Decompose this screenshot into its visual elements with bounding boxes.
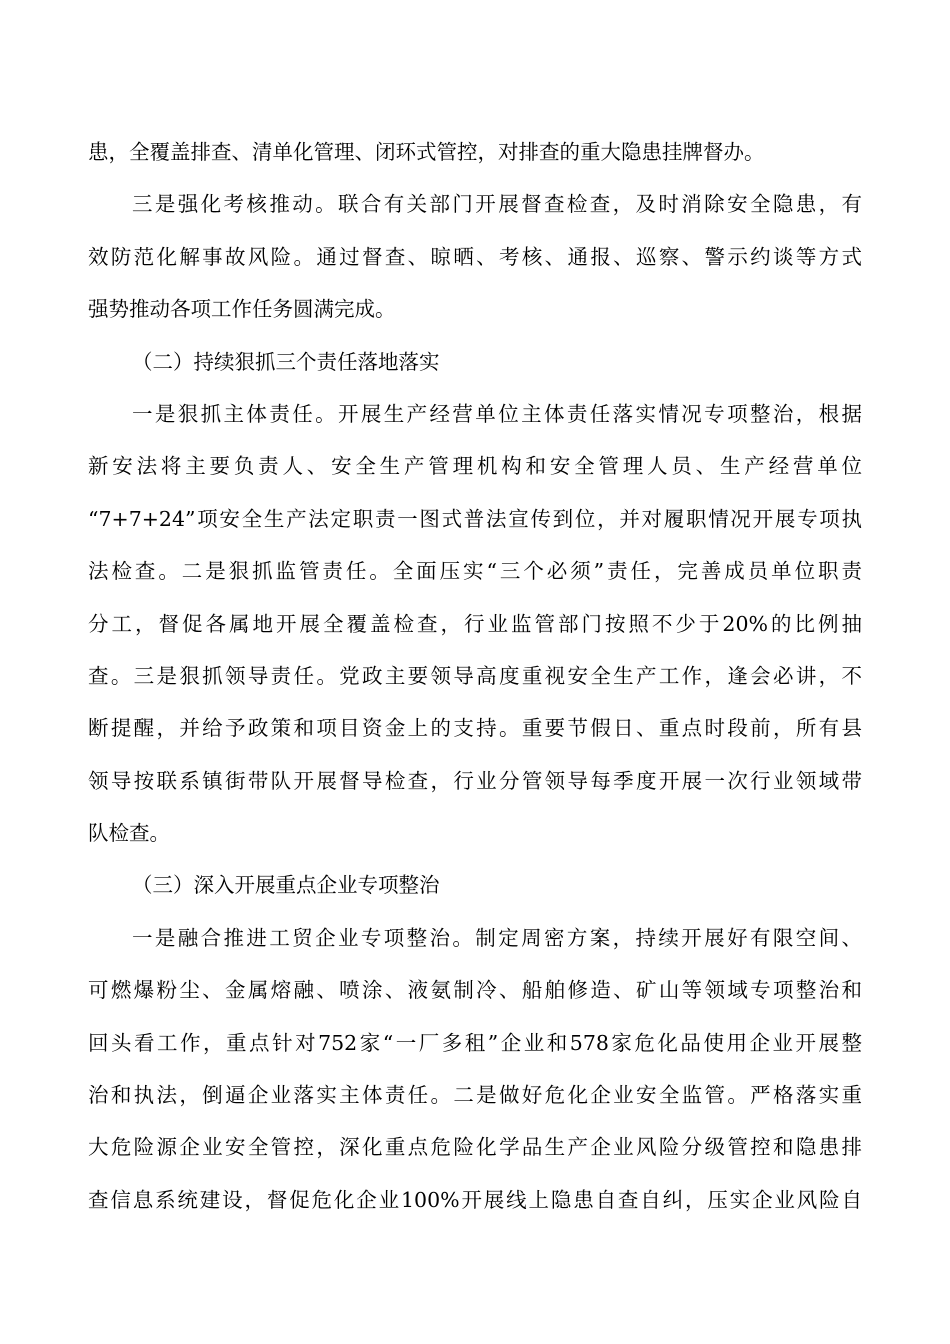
text-line: 查。三是狠抓领导责任。党政主要领导高度重视安全生产工作，逢会必讲，不 [88, 663, 862, 688]
text-line: 治和执法，倒逼企业落实主体责任。二是做好危化企业安全监管。严格落实重 [88, 1083, 862, 1108]
document-body [88, 126, 862, 1226]
text-line: 队检查。 [88, 821, 170, 846]
text-line: “7+7+24”项安全生产法定职责一图式普法宣传到位，并对履职情况开展专项执 [88, 506, 862, 531]
text-line: 一是狠抓主体责任。开展生产经营单位主体责任落实情况专项整治，根据 [132, 401, 862, 426]
text-line: 可燃爆粉尘、金属熔融、喷涂、液氨制冷、船舶修造、矿山等领域专项整治和 [88, 978, 862, 1003]
text-line: 大危险源企业安全管控，深化重点危险化学品生产企业风险分级管控和隐患排 [88, 1135, 862, 1160]
section-heading: （二）持续狠抓三个责任落地落实 [132, 349, 440, 374]
text-line: 一是融合推进工贸企业专项整治。制定周密方案，持续开展好有限空间、 [132, 925, 862, 950]
section-heading: （三）深入开展重点企业专项整治 [132, 873, 440, 898]
text-line: 断提醒，并给予政策和项目资金上的支持。重要节假日、重点时段前，所有县 [88, 716, 862, 741]
text-line: 领导按联系镇街带队开展督导检查，行业分管领导每季度开展一次行业领域带 [88, 768, 862, 793]
text-line: 回头看工作，重点针对752家“一厂多租”企业和578家危化品使用企业开展整 [88, 1030, 862, 1055]
text-line: 新安法将主要负责人、安全生产管理机构和安全管理人员、生产经营单位 [88, 454, 862, 479]
text-line: 法检查。二是狠抓监管责任。全面压实“三个必须”责任，完善成员单位职责 [88, 559, 862, 584]
text-line: 患，全覆盖排查、清单化管理、闭环式管控，对排查的重大隐患挂牌督办。 [88, 140, 765, 164]
text-line: 三是强化考核推动。联合有关部门开展督查检查，及时消除安全隐患，有 [132, 192, 862, 217]
text-line: 效防范化解事故风险。通过督查、晾晒、考核、通报、巡察、警示约谈等方式 [88, 244, 862, 269]
text-line: 分工，督促各属地开展全覆盖检查，行业监管部门按照不少于20%的比例抽 [88, 611, 862, 636]
text-line: 强势推动各项工作任务圆满完成。 [88, 297, 396, 322]
text-line: 查信息系统建设，督促危化企业100%开展线上隐患自查自纠，压实企业风险自 [88, 1187, 862, 1212]
